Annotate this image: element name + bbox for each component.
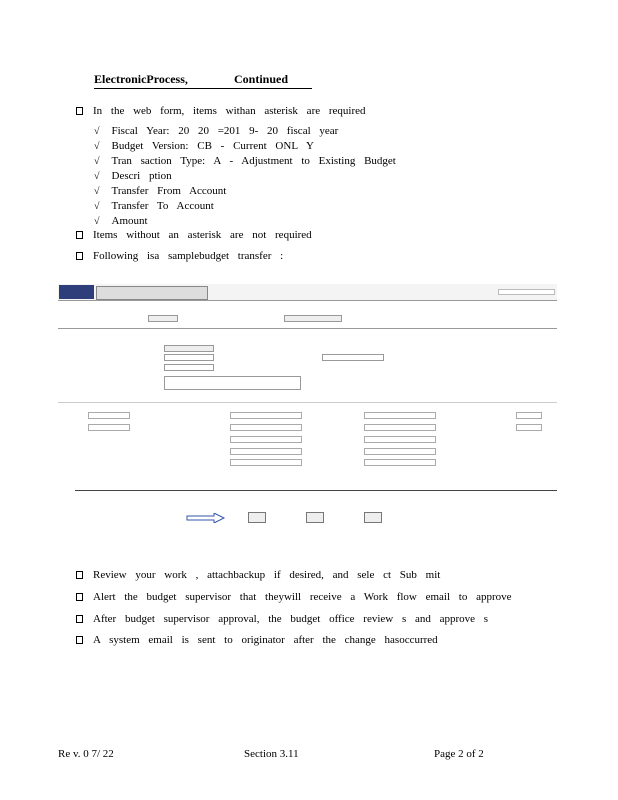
- to-account-input: [364, 459, 436, 466]
- section-title: [94, 72, 312, 89]
- bullet-item: Alert the budget supervisor that theywill receive a Work flow email to approve: [76, 591, 512, 603]
- footer-revision: Re v. 0 7/ 22: [58, 748, 114, 760]
- square-bullet-icon: [76, 615, 83, 623]
- checkmark-icon: √: [94, 126, 100, 137]
- transaction-type-field: [164, 345, 214, 352]
- check-item: √ Descri ption: [94, 170, 172, 182]
- footer-section: Section 3.11: [244, 748, 299, 760]
- check-item: √ Transfer From Account: [94, 185, 227, 197]
- from-account-input: [230, 436, 302, 443]
- square-bullet-icon: [76, 593, 83, 601]
- to-account-input: [364, 448, 436, 455]
- checkmark-icon: √: [94, 186, 100, 197]
- description-field: [164, 376, 301, 390]
- version-field: [284, 315, 342, 322]
- title-left: ElectronicProcess,: [94, 72, 188, 86]
- from-account-input: [230, 459, 302, 466]
- checkmark-icon: √: [94, 201, 100, 212]
- form-tab: [96, 286, 208, 300]
- from-account-input: [230, 412, 302, 419]
- row-input: [88, 424, 130, 431]
- sample-form-screenshot: [58, 284, 557, 529]
- square-bullet-icon: [76, 571, 83, 579]
- from-account-input: [230, 448, 302, 455]
- fund-field: [164, 364, 214, 371]
- divider: [75, 490, 557, 491]
- check-item: √ Budget Version: CB - Current ONL Y: [94, 140, 314, 152]
- amount-input: [516, 412, 542, 419]
- bullet-item: After budget supervisor approval, the budget office review s and approve s: [76, 613, 488, 625]
- footer-page: Page 2 of 2: [434, 748, 484, 760]
- bullet-item: In the web form, items withan asterisk are required: [76, 105, 366, 117]
- from-account-input: [230, 424, 302, 431]
- checkmark-icon: √: [94, 171, 100, 182]
- checkmark-icon: √: [94, 156, 100, 167]
- bullet-item: Review your work , attachbackup if desired, and sele ct Sub mit: [76, 569, 440, 581]
- transaction-field: [164, 354, 214, 361]
- amount-input: [516, 424, 542, 431]
- checkmark-icon: √: [94, 216, 100, 227]
- bullet-item: Items without an asterisk are not required: [76, 229, 312, 241]
- square-bullet-icon: [76, 107, 83, 115]
- check-item: √ Transfer To Account: [94, 200, 214, 212]
- reason-field: [322, 354, 384, 361]
- check-item: √ Amount: [94, 215, 148, 227]
- form-header-bar: [58, 284, 557, 301]
- square-bullet-icon: [76, 252, 83, 260]
- divider: [58, 402, 557, 403]
- user-info: [498, 289, 555, 295]
- divider: [58, 328, 557, 329]
- check-item: √ Fiscal Year: 20 20 =201 9- 20 fiscal year: [94, 125, 339, 137]
- row-input: [88, 412, 130, 419]
- arrow-right-icon: [186, 513, 226, 523]
- to-account-input: [364, 436, 436, 443]
- title-right: Continued: [234, 72, 289, 86]
- bullet-item: A system email is sent to originator after the change hasoccurred: [76, 634, 438, 646]
- square-bullet-icon: [76, 231, 83, 239]
- check-item: √ Tran saction Type: A - Adjustment to Existing Budget: [94, 155, 396, 167]
- logo: [59, 285, 94, 299]
- save-button: [248, 512, 266, 523]
- bullet-item: Following isa samplebudget transfer :: [76, 250, 283, 262]
- checklist: [94, 124, 396, 229]
- fiscal-year-field: [148, 315, 178, 322]
- to-account-input: [364, 424, 436, 431]
- square-bullet-icon: [76, 636, 83, 644]
- to-account-input: [364, 412, 436, 419]
- cancel-button: [364, 512, 382, 523]
- submit-button: [306, 512, 324, 523]
- checkmark-icon: √: [94, 141, 100, 152]
